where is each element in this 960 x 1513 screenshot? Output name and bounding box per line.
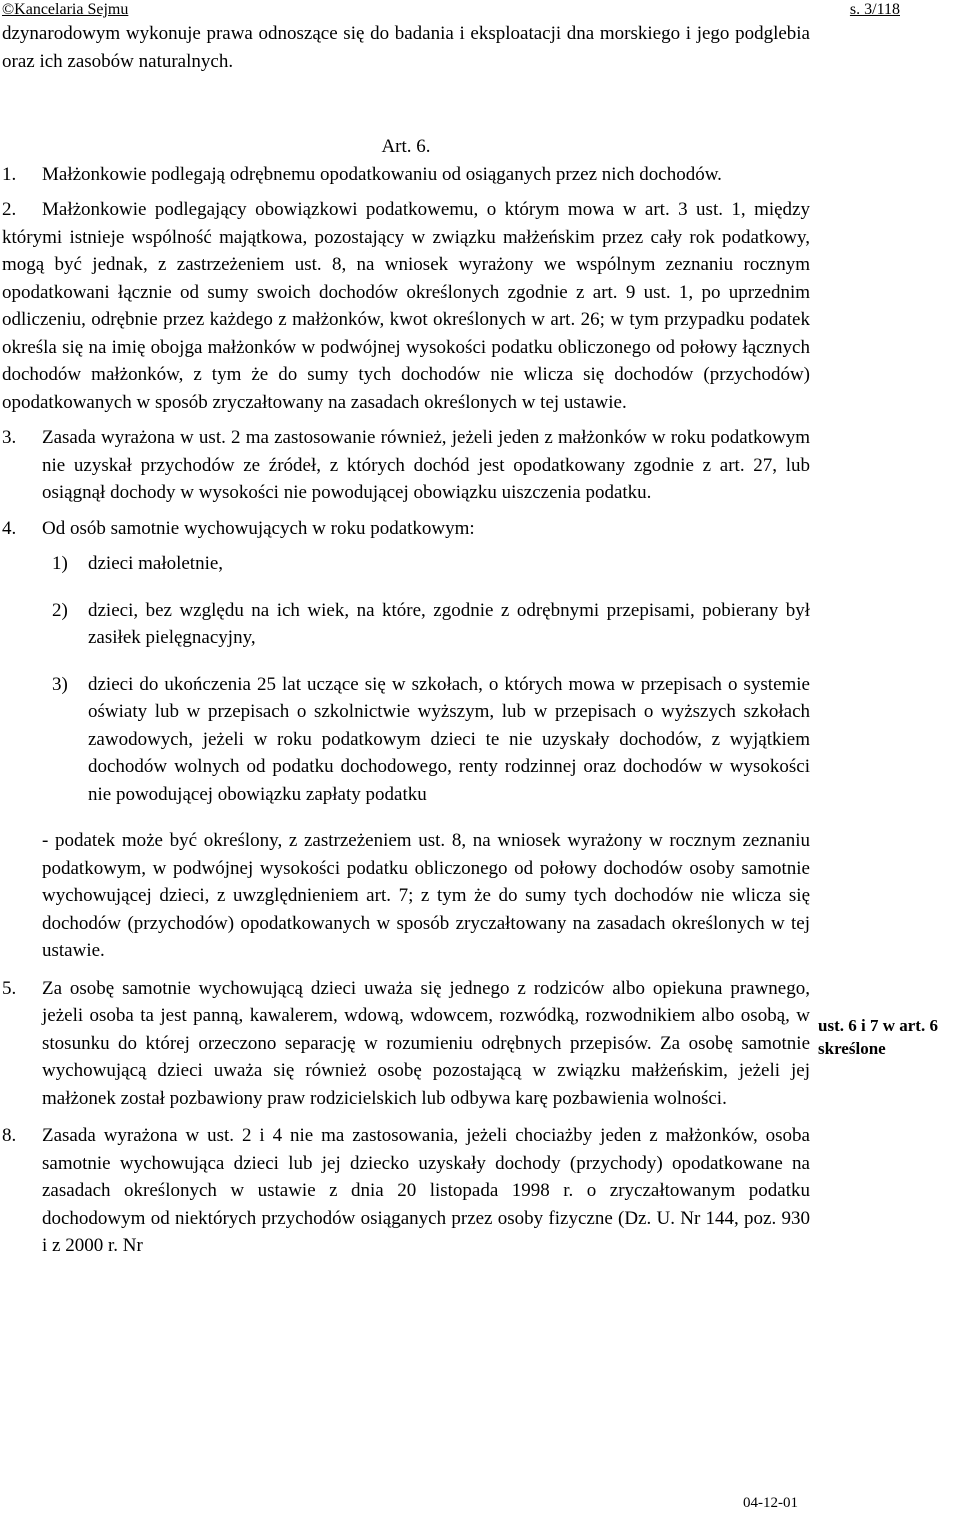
ust-2 xyxy=(2,196,810,416)
ust-1-text: Małżonkowie podlegają odrębnemu opodatkowaniu od osiąganych przez nich dochodów. xyxy=(42,163,722,185)
header-left: ©Kancelaria Sejmu xyxy=(2,1,129,18)
ust-3 xyxy=(2,424,810,507)
point-3-number: 3) xyxy=(52,673,68,695)
ust-3-text: Zasada wyrażona w ust. 2 ma zastosowanie również, jeżeli jeden z małżonków w roku podatkowym nie uzyskał przychodów ze źródeł, z których dochód jest opodatkowany zgodnie z art. 27, lub osiągnął dochody w wysokości nie powodującej obowiązku uiszczenia podatku. xyxy=(42,427,810,503)
footer-date: 04-12-01 xyxy=(743,1495,798,1511)
point-2-number: 2) xyxy=(52,599,68,621)
ust-4-text: Od osób samotnie wychowujących w roku podatkowym: xyxy=(42,517,475,539)
point-2 xyxy=(52,597,810,652)
ust-8-text: Zasada wyrażona w ust. 2 i 4 nie ma zastosowania, jeżeli chociażby jeden z małżonków, osoba samotnie wychowująca dzieci lub jej dziecko uzyskały dochody (przychody) opodatkowane na zasadach określonych w ustawie z dnia 20 listopada 1998 r. o zryczałtowanym podatku dochodowym od niektórych przychodów osiąganych przez osoby fizyczne (Dz. U. Nr 144, poz. 930 i z 2000 r. Nr xyxy=(42,1125,810,1256)
ust-5 xyxy=(2,975,810,1113)
ust-4-number: 4. xyxy=(2,517,17,539)
point-3 xyxy=(52,671,810,809)
ust-5-text: Za osobę samotnie wychowującą dzieci uważa się jednego z rodziców albo opiekuna prawnego, jeżeli osoba ta jest panną, kawalerem, wdową, wdowcem, rozwódką, rozwodnikiem albo osobą, w stosunku do której orzeczono separację w rozumieniu odrębnych przepisów. Za osobę samotnie wychowującą dzieci uważa się również osobę pozostającą w związku małżeńskim, jeżeli jej małżonek został pozbawiony praw rodzicielskich lub odbywa karę pozbawienia wolności. xyxy=(42,977,810,1109)
ust-2-number: 2. xyxy=(2,199,17,220)
point-1 xyxy=(52,550,810,578)
point-1-number: 1) xyxy=(52,553,68,574)
ust-4 xyxy=(2,515,810,543)
point-3-text: dzieci do ukończenia 25 lat uczące się w szkołach, o których mowa w przepisach o systemie oświaty lub w przepisach o szkolnictwie wyższym, lub w przepisach o wyższych szkołach zawodowych, jeżeli w roku podatkowym dzieci te nie uzyskały dochodów, z wyjątkiem dochodów wolnych od podatku dochodowego, renty rodzinnej oraz dochodów w wysokości nie powodującej obowiązku zapłaty podatku xyxy=(88,673,810,805)
ust-4-conclusion: - podatek może być określony, z zastrzeżeniem ust. 8, na wniosek wyrażony w rocznym zeznaniu podatkowym, w podwójnej wysokości podatku obliczonego od połowy dochodów osoby samotnie wychowującej dzieci, z uwzględnieniem art. 7; z tym że do sumy tych dochodów nie wlicza się dochodów (przychodów) opodatkowanych w sposób zryczałtowany na zasadach określonych w tej ustawie. xyxy=(42,830,810,961)
margin-note: ust. 6 i 7 w art. 6 skreślone xyxy=(818,1016,938,1058)
intro-paragraph: dzynarodowym wykonuje prawa odnoszące się do badania i eksploatacji dna morskiego i jego podglebia oraz ich zasobów naturalnych. xyxy=(2,23,810,72)
ust-1-number: 1. xyxy=(2,163,17,185)
point-1-text: dzieci małoletnie, xyxy=(88,553,224,574)
ust-8-number: 8. xyxy=(2,1125,17,1146)
page-number: s. 3/118 xyxy=(849,1,900,18)
ust-2-text: Małżonkowie podlegający obowiązkowi podatkowemu, o którym mowa w art. 3 ust. 1, między którymi istnieje wspólność majątkowa, pozostający w związku małżeńskim przez cały rok podatkowy, mogą być jednak, z zastrzeżeniem ust. 8, na wniosek wyrażony we wspólnym zeznaniu rocznym opodatkowani łącznie od sumy swoich dochodów określonych zgodnie z art. 9 ust. 1, po uprzednim odliczeniu, odrębnie przez każdego z małżonków, kwot określonych w art. 26; w tym przypadku podatek określa się na imię obojga małżonków w podwójnej wysokości podatku obliczonego od połowy łącznych dochodów małżonków, z tym że do sumy tych dochodów nie wlicza się dochodów (przychodów) opodatkowanych w sposób zryczałtowany na zasadach określonych w tej ustawie. xyxy=(2,199,810,413)
ust-3-number: 3. xyxy=(2,427,17,448)
ust-5-number: 5. xyxy=(2,977,17,999)
article-title: Art. 6. xyxy=(381,136,431,157)
document-body xyxy=(2,20,810,1260)
ust-1 xyxy=(2,161,810,189)
point-2-text: dzieci, bez względu na ich wiek, na które, zgodnie z odrębnymi przepisami, pobierany był zasiłek pielęgnacyjny, xyxy=(88,599,810,648)
ust-8 xyxy=(2,1122,810,1260)
